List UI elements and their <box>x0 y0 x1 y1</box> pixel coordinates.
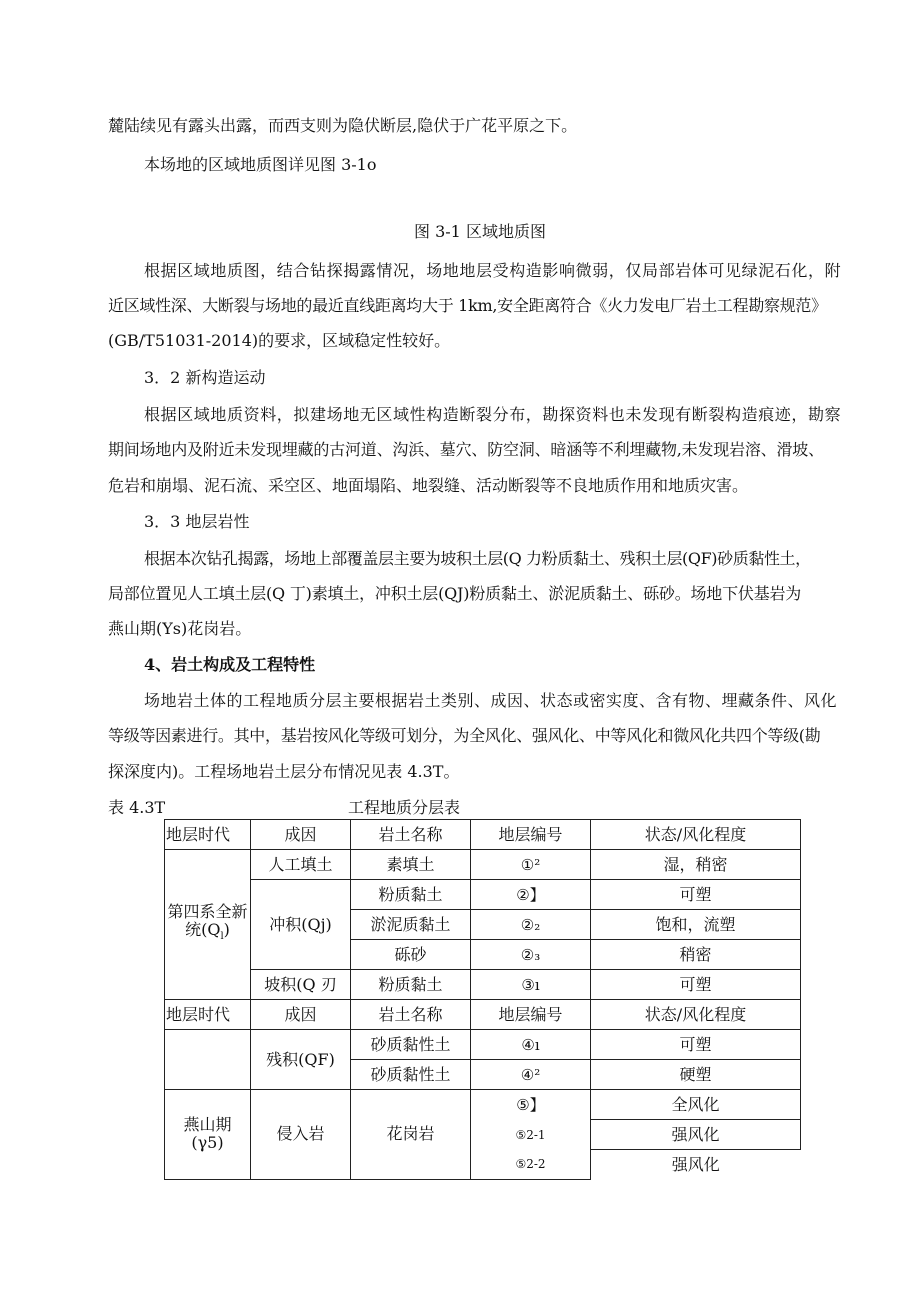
soil-name-cell: 素填土 <box>351 850 471 880</box>
state-cell: 饱和，流塑 <box>591 910 801 940</box>
table-header: 地层编号 <box>471 1000 591 1030</box>
paragraph-line: 燕山期(Ys)花岗岩。 <box>108 619 252 638</box>
era-cell: 燕山期(γ5) <box>165 1090 251 1180</box>
table-header: 成因 <box>251 1000 351 1030</box>
table-row <box>165 850 801 880</box>
layer-code-cell: ⑤】 <box>471 1090 591 1120</box>
era-subscript: l <box>220 931 224 943</box>
table-row <box>165 880 801 910</box>
era-label-tail: ) <box>223 919 230 939</box>
paragraph-line: 期间场地内及附近未发现埋藏的古河道、沟浜、墓穴、防空洞、暗涵等不利埋藏物,未发现岩溶、滑坡、 <box>108 440 824 459</box>
era-label: 第四系全新统(Q <box>167 901 248 939</box>
table-row <box>165 970 801 1000</box>
state-cell: 全风化 <box>591 1090 801 1120</box>
paragraph-line: 本场地的区域地质图详见图 3-1o <box>144 155 377 174</box>
soil-name-cell: 砂质黏性土 <box>351 1060 471 1090</box>
table-header: 地层时代 <box>165 1000 251 1030</box>
figure-caption: 图 3-1 区域地质图 <box>414 222 546 241</box>
paragraph-line: 局部位置见人工填土层(Q 丁)素填土，冲积土层(QJ)粉质黏土、淤泥质黏土、砾砂。场地下伏基岩为 <box>108 584 802 603</box>
paragraph-line: 探深度内)。工程场地岩土层分布情况见表 4.3T。 <box>108 762 460 781</box>
layer-code-cell: ②₂ <box>471 910 591 940</box>
paragraph-line: 根据本次钻孔揭露，场地上部覆盖层主要为坡积土层(Q 力粉质黏土、残积土层(QF)砂质黏性土， <box>144 549 811 568</box>
origin-cell: 残积(QF) <box>251 1030 351 1090</box>
table-header: 地层编号 <box>471 820 591 850</box>
table-title: 工程地质分层表 <box>348 798 461 817</box>
soil-name-cell: 粉质黏土 <box>351 970 471 1000</box>
table-header: 岩土名称 <box>351 820 471 850</box>
layer-code-cell: ②】 <box>471 880 591 910</box>
layer-code-cell: ④² <box>471 1060 591 1090</box>
era-cell <box>165 850 251 1000</box>
paragraph-line: 近区域性深、大断裂与场地的最近直线距离均大于 1km,安全距离符合《火力发电厂岩土工程勘察规范》 <box>108 296 827 315</box>
state-cell: 稍密 <box>591 940 801 970</box>
paragraph-line: 场地岩土体的工程地质分层主要根据岩土类别、成因、状态或密实度、含有物、埋藏条件、风化 <box>144 691 838 710</box>
table-row <box>165 1090 801 1120</box>
paragraph-line: 根据区域地质图，结合钻探揭露情况，场地地层受构造影响微弱，仅局部岩体可见绿泥石化，附 <box>144 261 842 280</box>
layer-code-cell: ④ı <box>471 1030 591 1060</box>
state-cell: 可塑 <box>591 880 801 910</box>
table-header: 状态/风化程度 <box>591 1000 801 1030</box>
origin-cell: 坡积(Q 刃 <box>251 970 351 1000</box>
state-cell: 强风化 <box>591 1150 801 1180</box>
soil-name-cell: 砂质黏性土 <box>351 1030 471 1060</box>
section-heading: 4、岩土构成及工程特性 <box>144 655 316 674</box>
table-header-row <box>165 1000 801 1030</box>
soil-name-cell: 砾砂 <box>351 940 471 970</box>
paragraph-line: 根据区域地质资料，拟建场地无区域性构造断裂分布，勘探资料也未发现有断裂构造痕迹，勘察 <box>144 405 842 424</box>
origin-cell: 侵入岩 <box>251 1090 351 1180</box>
table-header: 岩土名称 <box>351 1000 471 1030</box>
section-heading: 3．2 新构造运动 <box>144 368 266 387</box>
layer-code-cell: ③ı <box>471 970 591 1000</box>
state-cell: 硬塑 <box>591 1060 801 1090</box>
state-cell: 强风化 <box>591 1120 801 1150</box>
layer-code-cell: ⑤2-2 <box>471 1150 591 1180</box>
origin-cell: 人工填土 <box>251 850 351 880</box>
soil-name-cell: 粉质黏土 <box>351 880 471 910</box>
table-header: 状态/风化程度 <box>591 820 801 850</box>
table-header: 地层时代 <box>165 820 251 850</box>
layer-code-cell: ⑤2-1 <box>471 1120 591 1150</box>
state-cell: 湿，稍密 <box>591 850 801 880</box>
soil-name-cell: 花岗岩 <box>351 1090 471 1180</box>
state-cell: 可塑 <box>591 970 801 1000</box>
table-row <box>165 1030 801 1060</box>
paragraph-line: 等级等因素进行。其中，基岩按风化等级可划分，为全风化、强风化、中等风化和微风化共四个等级(勘 <box>108 726 821 745</box>
origin-cell: 冲积(Qj) <box>251 880 351 970</box>
table-label: 表 4.3T <box>108 798 166 817</box>
paragraph-line: (GB/T51031-2014)的要求，区域稳定性较好。 <box>108 331 451 350</box>
paragraph-line: 麓陆续见有露头出露，而西支则为隐伏断层,隐伏于广花平原之下。 <box>108 116 578 135</box>
layer-code-cell: ②₃ <box>471 940 591 970</box>
soil-name-cell: 淤泥质黏土 <box>351 910 471 940</box>
table-header-row <box>165 820 801 850</box>
paragraph-line: 危岩和崩塌、泥石流、采空区、地面塌陷、地裂缝、活动断裂等不良地质作用和地质灾害。 <box>108 476 749 495</box>
layer-code-cell: ①² <box>471 850 591 880</box>
strata-table <box>164 819 801 1180</box>
section-heading: 3．3 地层岩性 <box>144 512 250 531</box>
state-cell: 可塑 <box>591 1030 801 1060</box>
era-cell <box>165 1030 251 1090</box>
table-header: 成因 <box>251 820 351 850</box>
